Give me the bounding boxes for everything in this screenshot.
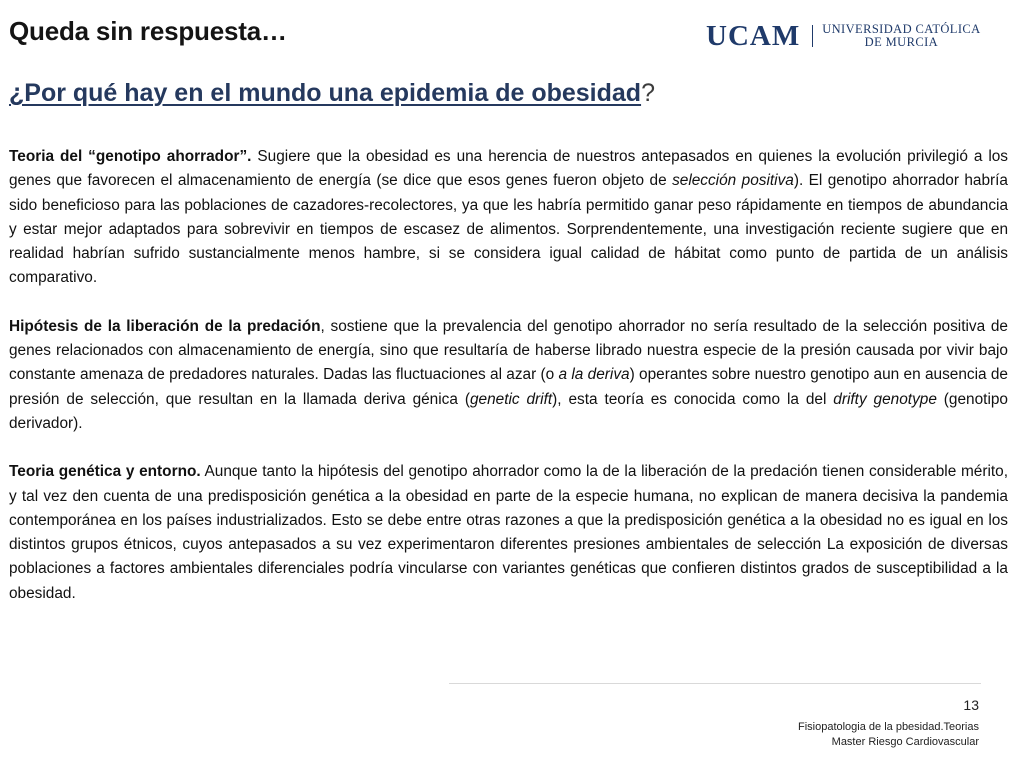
- footer-text: [798, 720, 979, 750]
- paragraph-text: ), esta teoría es conocida como la del: [552, 390, 834, 408]
- paragraph-text: Aunque tanto la hipótesis del genotipo ahorrador como la de la liberación de la predación tienen considerable mérito, y tal vez den cuenta de una predisposición genética a la obesidad en parte de la especie humana, no explican de manera decisiva la pandemia contemporánea en los países industrializados. Esto se debe entre otras razones a que la predisposición genética a la obesidad no es igual en los distintos grupos étnicos, cuyos antepasados a su vez experimentaron diferentes presiones ambientales de selección La exposición de diversas poblaciones a factores ambientales diferenciales podría vincularse con variantes genéticas que confieren distintos grados de susceptibilidad a la obesidad.: [9, 463, 1008, 602]
- paragraph-heading: Teoria genética y entorno.: [9, 463, 201, 481]
- paragraph-thrifty-genotype: [9, 145, 1008, 291]
- question-heading: [9, 79, 655, 108]
- paragraph-italic: selección positiva: [672, 172, 794, 190]
- paragraph-text: ). El genotipo ahorrador habría sido beneficioso para las poblaciones de cazadores-recolectores, ya que les habría permitido ganar peso rápidamente en tiempos de abundancia y estar mejor adaptados para sobrevivir en tiempos de escasez de alimentos. Sorprendentemente, una investigación reciente sugiere que en realidad habrían sufrido sustancialmente menos hambre, si se considera igual calidad de hábitat como punto de partida de un análisis comparativo.: [9, 172, 1008, 287]
- footer-line-1: Fisiopatologia de la pbesidad.Teorias: [797, 721, 979, 733]
- paragraph-italic: a la deriva: [558, 366, 630, 384]
- paragraph-text: Sugiere que la obesidad es una herencia de nuestros antepasados en quienes la evolución privilegió a los genes que favorecen el almacenamiento de energía (se dice que esos genes fueron objeto de: [9, 148, 1009, 190]
- paragraph-text: (genotipo derivador).: [9, 390, 1008, 432]
- question-link[interactable]: ¿Por qué hay en el mundo una epidemia de obesidad: [9, 79, 642, 107]
- paragraph-predation-release: [9, 315, 1008, 436]
- footer-line-2: Master Riesgo Cardiovascular: [831, 736, 979, 748]
- paragraph-italic: drifty genotype: [833, 390, 937, 408]
- logo-university-name: [822, 23, 980, 49]
- page-number: 13: [963, 697, 979, 713]
- ucam-logo: [706, 20, 986, 52]
- paragraph-text: , sostiene que la prevalencia del genotipo ahorrador no sería resultado de la selección positiva de genes relacionados con almacenamiento de energía, sino que resultaría de haberse librado nuestra especie de la presión causada por vivir bajo constante amenaza de predadores naturales. Dadas las fluctuaciones al azar (o: [9, 317, 1008, 384]
- logo-line-2: DE MURCIA: [864, 35, 939, 49]
- logo-line-1: UNIVERSIDAD CATÓLICA: [822, 22, 981, 36]
- paragraph-heading: Teoria del “genotipo ahorrador”.: [9, 148, 252, 165]
- logo-mark: UCAM: [706, 19, 801, 52]
- paragraph-italic: genetic drift: [469, 390, 553, 408]
- body-text: [9, 145, 1008, 630]
- logo-divider: [812, 25, 813, 47]
- paragraph-genetics-environment: [9, 460, 1008, 606]
- footer-divider: [449, 683, 981, 684]
- paragraph-heading: Hipótesis de la liberación de la predación: [9, 317, 321, 335]
- paragraph-text: ) operantes sobre nuestro genotipo aun en ausencia de presión de selección, que resultan en la llamada deriva génica (: [9, 366, 1008, 408]
- slide-title: Queda sin respuesta…: [9, 16, 287, 46]
- question-mark: ?: [641, 79, 655, 107]
